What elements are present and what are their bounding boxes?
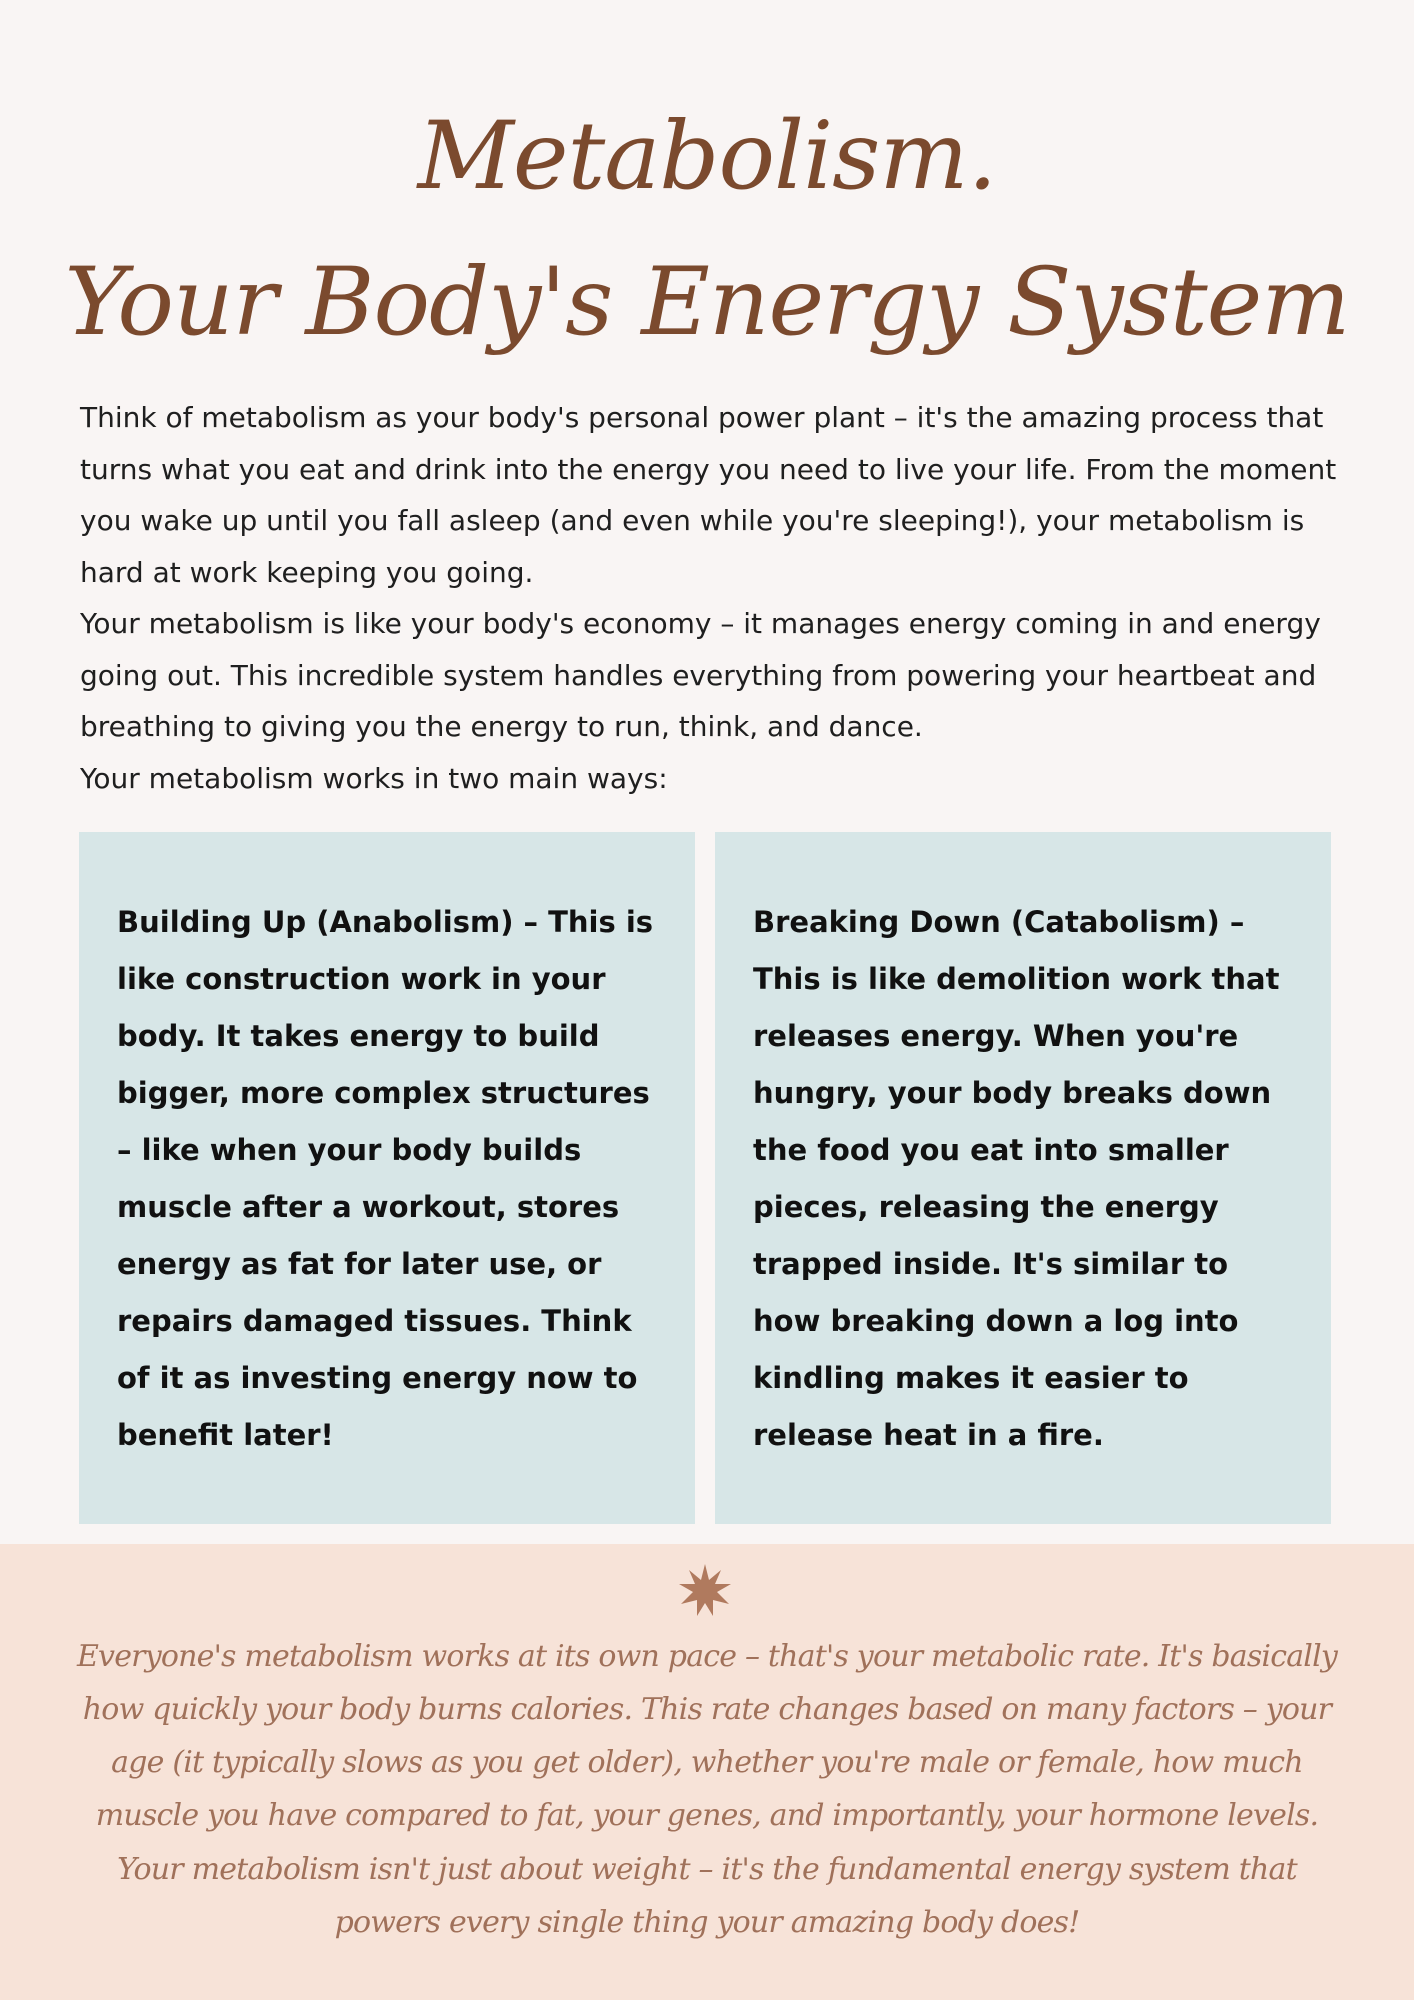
page-title-line-1: Metabolism.	[417, 102, 997, 211]
intro-paragraph-1: Think of metabolism as your body's personal power plant – it's the amazing process that turns what you eat and drink into the energy you need to live your life. From the moment you wake up until you fall asleep (and even while you're sleeping!), your metabolism is hard at work keeping you going.	[80, 401, 1337, 589]
catabolism-box	[715, 832, 1331, 1524]
intro-paragraph-2: Your metabolism is like your body's economy – it manages energy coming in and energy going out. This incredible system handles everything from powering your heartbeat and breathing to giving you the energy to run, think, and dance.	[80, 607, 1321, 743]
intro-paragraph-3: Your metabolism works in two main ways:	[80, 762, 668, 795]
page-title-line-2: Your Body's Energy System	[64, 248, 1350, 357]
footer-paragraph-1: Everyone's metabolism works at its own pace – that's your metabolic rate. It's basically how quickly your body burns calories. This rate changes based on many factors – your age (it typically slows as you get older), whether you're male or female, how much muscle you have compared to fat, your genes, and importantly, your hormone levels.	[76, 1639, 1338, 1833]
anabolism-text: Building Up (Anabolism) – This is like construction work in your body. It takes energy to build bigger, more complex structures – like when your body builds muscle after a workout, stores energy as fat for later use, or repairs damaged tissues. Think of it as investing energy now to benefit later!	[117, 905, 654, 1452]
footer-paragraph-2: Your metabolism isn't just about weight – it's the fundamental energy system that powers every single thing your amazing body does!	[117, 1852, 1297, 1940]
anabolism-box	[79, 832, 695, 1524]
catabolism-text: Breaking Down (Catabolism) – This is like demolition work that releases energy. When you're hungry, your body breaks down the food you eat into smaller pieces, releasing the energy trapped inside. It's similar to how breaking down a log into kindling makes it easier to release heat in a fire.	[753, 905, 1280, 1452]
star-burst-icon	[677, 1562, 733, 1618]
